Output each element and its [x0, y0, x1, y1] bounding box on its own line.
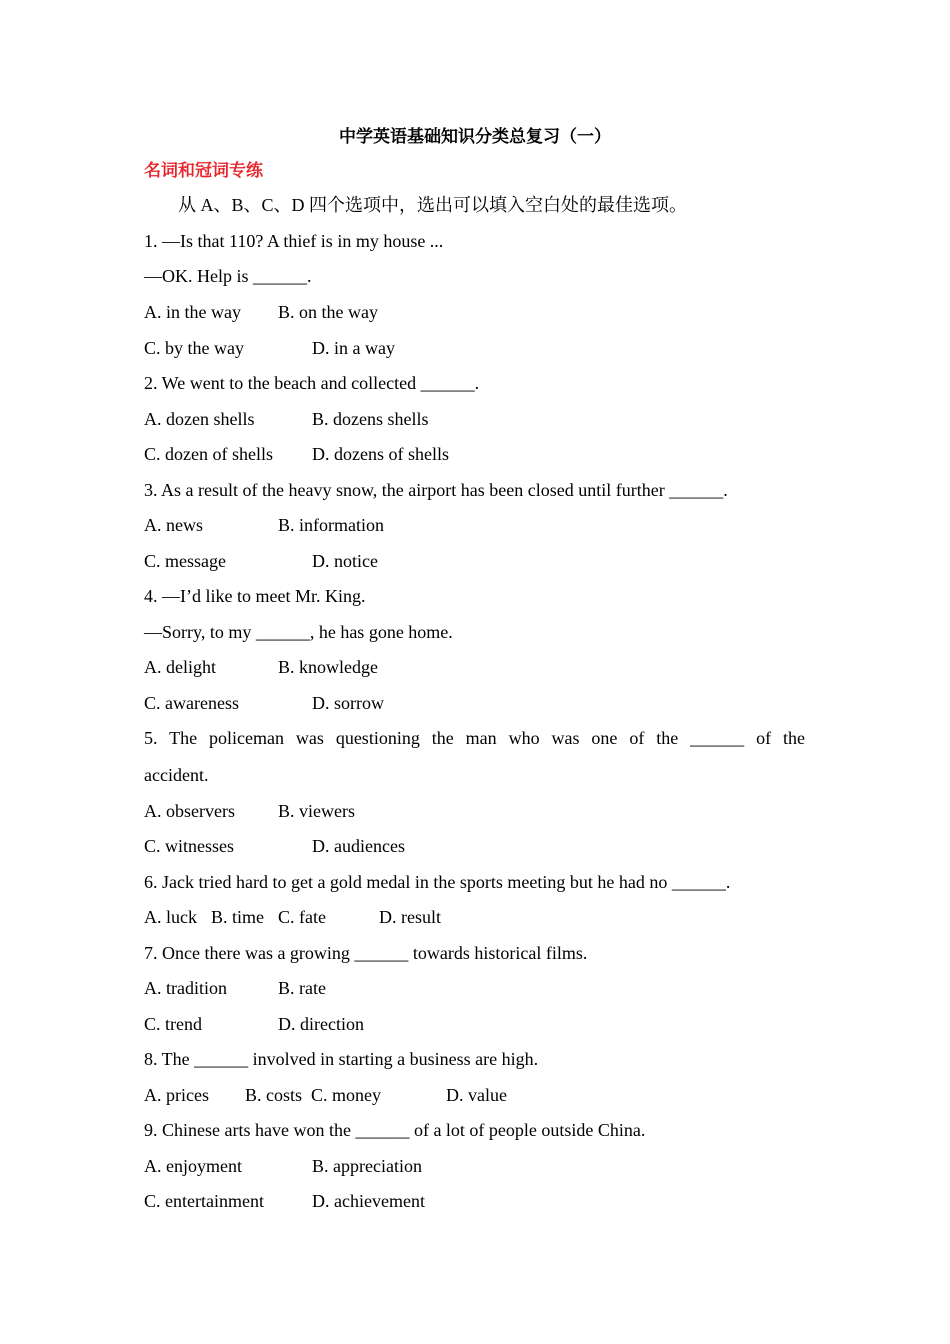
- question-6-option-a: A. luck: [144, 907, 197, 927]
- page-title: 中学英语基础知识分类总复习（一）: [339, 127, 611, 147]
- question-3-option-d: D. notice: [312, 551, 378, 571]
- question-5-stem-continued: accident.: [144, 765, 209, 785]
- question-4-option-c: C. awareness: [144, 693, 239, 713]
- question-8-option-a: A. prices: [144, 1085, 209, 1105]
- question-2-option-c: C. dozen of shells: [144, 444, 273, 464]
- question-1-option-d: D. in a way: [312, 338, 395, 358]
- question-3-option-c: C. message: [144, 551, 226, 571]
- question-6-option-c: C. fate: [278, 907, 326, 927]
- question-3-stem: 3. As a result of the heavy snow, the airport has been closed until further ______.: [144, 480, 728, 500]
- question-6-stem: 6. Jack tried hard to get a gold medal in the sports meeting but he had no ______.: [144, 872, 731, 892]
- question-2-option-a: A. dozen shells: [144, 409, 255, 429]
- question-8-option-b: B. costs: [245, 1085, 303, 1105]
- question-8-option-d: D. value: [446, 1085, 507, 1105]
- question-4-response: —Sorry, to my ______, he has gone home.: [144, 622, 453, 642]
- question-4-option-d: D. sorrow: [312, 693, 384, 713]
- question-5-stem: 5. The policeman was questioning the man who was one of the ______ of the: [144, 728, 805, 748]
- question-7-option-b: B. rate: [278, 978, 326, 998]
- question-6-option-b: B. time: [211, 907, 264, 927]
- question-7-option-a: A. tradition: [144, 978, 227, 998]
- question-9-option-c: C. entertainment: [144, 1191, 264, 1211]
- question-5-option-a: A. observers: [144, 801, 235, 821]
- question-1-response: —OK. Help is ______.: [144, 266, 312, 286]
- question-5-option-c: C. witnesses: [144, 836, 234, 856]
- question-1-option-c: C. by the way: [144, 338, 244, 358]
- question-4-option-b: B. knowledge: [278, 657, 378, 677]
- question-7-option-c: C. trend: [144, 1014, 202, 1034]
- question-6-option-d: D. result: [379, 907, 441, 927]
- question-1-option-a: A. in the way: [144, 302, 241, 322]
- question-7-stem: 7. Once there was a growing ______ towards historical films.: [144, 943, 588, 963]
- question-5-option-d: D. audiences: [312, 836, 405, 856]
- instructions: 从 A、B、C、D 四个选项中，选出可以填入空白处的最佳选项。: [178, 195, 688, 215]
- question-5-option-b: B. viewers: [278, 801, 355, 821]
- question-8-stem: 8. The ______ involved in starting a business are high.: [144, 1049, 539, 1069]
- question-4-stem: 4. —I’d like to meet Mr. King.: [144, 586, 366, 606]
- question-8-option-c: C. money: [311, 1085, 381, 1105]
- question-9-option-a: A. enjoyment: [144, 1156, 242, 1176]
- question-1-option-b: B. on the way: [278, 302, 378, 322]
- question-9-option-d: D. achievement: [312, 1191, 425, 1211]
- question-3-option-b: B. information: [278, 515, 384, 535]
- section-title: 名词和冠词专练: [144, 161, 263, 181]
- question-9-option-b: B. appreciation: [312, 1156, 422, 1176]
- question-2-option-b: B. dozens shells: [312, 409, 429, 429]
- question-4-option-a: A. delight: [144, 657, 216, 677]
- question-1-stem: 1. —Is that 110? A thief is in my house ...: [144, 231, 444, 251]
- question-2-option-d: D. dozens of shells: [312, 444, 449, 464]
- question-9-stem: 9. Chinese arts have won the ______ of a lot of people outside China.: [144, 1120, 646, 1140]
- question-3-option-a: A. news: [144, 515, 203, 535]
- question-2-stem: 2. We went to the beach and collected ______.: [144, 373, 480, 393]
- question-7-option-d: D. direction: [278, 1014, 364, 1034]
